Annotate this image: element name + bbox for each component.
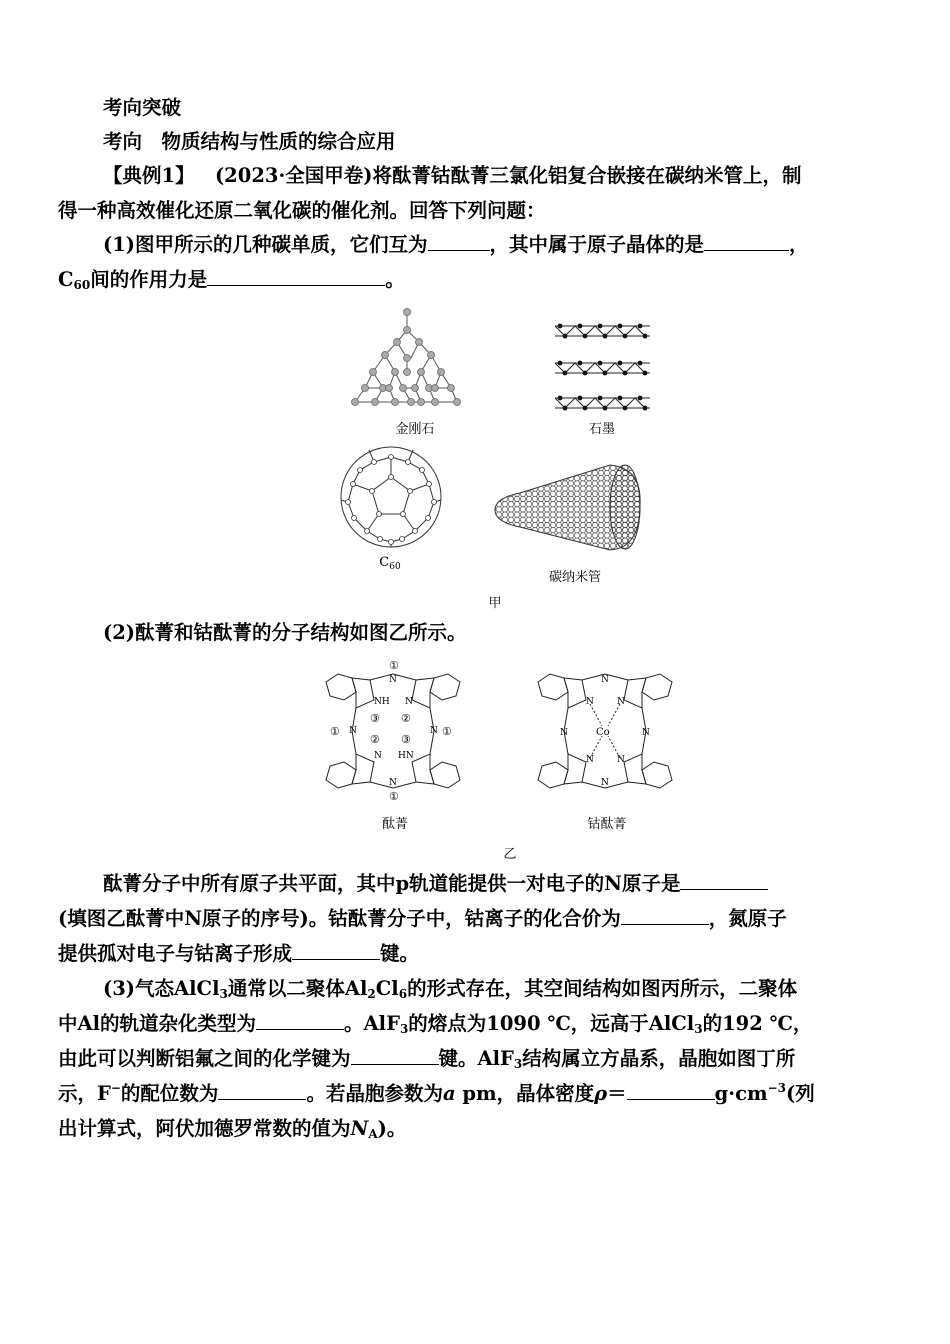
answer-blank[interactable] bbox=[207, 267, 385, 286]
svg-text:N: N bbox=[560, 728, 568, 738]
section-heading: 考向突破 bbox=[103, 96, 182, 119]
question3-line1: (3)气态AlCl$_3$通常以二聚体$Al_2Cl_6$的形式存在，其空间结构如图丙所示，二聚体 bbox=[103, 977, 798, 1001]
answer-blank[interactable] bbox=[256, 1011, 344, 1030]
svg-text:N: N bbox=[601, 778, 609, 788]
question3-line3: 由此可以判断铝氟之间的化学键为 键。AlF$_3$结构属立方晶系，晶胞如图丁所 bbox=[58, 1047, 796, 1071]
cobalt-phthalocyanine-structure-diagram bbox=[530, 660, 680, 805]
svg-text:N: N bbox=[430, 726, 438, 736]
answer-blank[interactable] bbox=[621, 906, 709, 925]
answer-blank[interactable] bbox=[292, 941, 380, 960]
svg-text:N: N bbox=[374, 751, 382, 761]
svg-text:NH: NH bbox=[374, 697, 390, 707]
question1-line1: (1)图甲所示的几种碳单质，它们互为 ，其中属于原子晶体的是 ， bbox=[103, 233, 809, 256]
label-n1-top: ① bbox=[389, 660, 399, 672]
question3-line4: 示，F−的配位数为 。若晶胞参数为a pm，晶体密度$\rho= g\cdot cm^{-3}$(列 bbox=[58, 1081, 815, 1105]
svg-text:N: N bbox=[642, 728, 650, 738]
answer-blank[interactable] bbox=[680, 871, 768, 890]
svg-text:N: N bbox=[617, 755, 625, 765]
figure-a-label: 甲 bbox=[488, 596, 502, 611]
example-intro-line1: 【典例1】 (2023·全国甲卷)将酞菁钴酞菁三氯化铝复合嵌接在碳纳米管上，制 bbox=[103, 164, 802, 187]
svg-text:②: ② bbox=[401, 712, 411, 725]
svg-text:Co: Co bbox=[596, 727, 610, 738]
svg-text:N: N bbox=[349, 726, 357, 736]
cobalt-phthalocyanine-caption: 钴酞菁 bbox=[587, 817, 627, 832]
svg-text:①: ① bbox=[442, 725, 452, 738]
svg-text:①: ① bbox=[389, 790, 399, 803]
svg-text:②: ② bbox=[370, 733, 380, 746]
question2-line3: 提供孤对电子与钴离子形成 键。 bbox=[58, 942, 420, 965]
svg-text:N: N bbox=[601, 675, 609, 685]
graphite-caption: 石墨 bbox=[588, 422, 615, 437]
svg-text:N: N bbox=[405, 697, 413, 707]
svg-text:N: N bbox=[617, 697, 625, 707]
answer-blank[interactable] bbox=[704, 232, 789, 251]
svg-text:N: N bbox=[389, 675, 397, 685]
question3-line5: 出计算式，阿伏加德罗常数的值为$N_A$)。 bbox=[58, 1117, 407, 1141]
svg-text:N: N bbox=[389, 778, 397, 788]
nanotube-caption: 碳纳米管 bbox=[548, 570, 601, 585]
c60-caption: $C_{60}$ bbox=[379, 555, 401, 572]
phthalocyanine-structure-diagram bbox=[318, 660, 468, 805]
svg-text:③: ③ bbox=[370, 712, 380, 725]
question3-line2: 中Al的轨道杂化类型为 。AlF$_3$的熔点为1090 ℃，远高于AlCl$_3$的192 ℃， bbox=[58, 1012, 813, 1036]
diamond-caption: 金刚石 bbox=[395, 422, 435, 437]
nanotube-structure-diagram bbox=[490, 460, 645, 555]
answer-blank[interactable] bbox=[218, 1081, 306, 1100]
answer-blank[interactable] bbox=[627, 1081, 715, 1100]
c60-structure-diagram bbox=[336, 442, 446, 552]
subsection-heading: 考向 物质结构与性质的综合应用 bbox=[103, 130, 396, 153]
graphite-structure-diagram bbox=[550, 318, 655, 413]
question2-intro: (2)酞菁和钴酞菁的分子结构如图乙所示。 bbox=[103, 621, 467, 644]
svg-text:N: N bbox=[586, 697, 594, 707]
phthalocyanine-caption: 酞菁 bbox=[381, 817, 408, 832]
question2-line2: (填图乙酞菁中N原子的序号)。钴酞菁分子中，钴离子的化合价为 ，氮原子 bbox=[58, 907, 787, 930]
example-intro-line2: 得一种高效催化还原二氧化碳的催化剂。回答下列问题： bbox=[58, 199, 546, 222]
answer-blank[interactable] bbox=[428, 232, 490, 251]
svg-text:N: N bbox=[586, 755, 594, 765]
figure-b-label: 乙 bbox=[503, 847, 517, 862]
svg-text:①: ① bbox=[330, 725, 340, 738]
diamond-structure-diagram bbox=[345, 300, 465, 415]
svg-text:③: ③ bbox=[401, 733, 411, 746]
question2-line1: 酞菁分子中所有原子共平面，其中p轨道能提供一对电子的N原子是 bbox=[103, 867, 938, 901]
answer-blank[interactable] bbox=[351, 1046, 439, 1065]
svg-text:HN: HN bbox=[398, 751, 414, 761]
question1-line2: $C_{60}$间的作用力是 。 bbox=[58, 268, 405, 292]
